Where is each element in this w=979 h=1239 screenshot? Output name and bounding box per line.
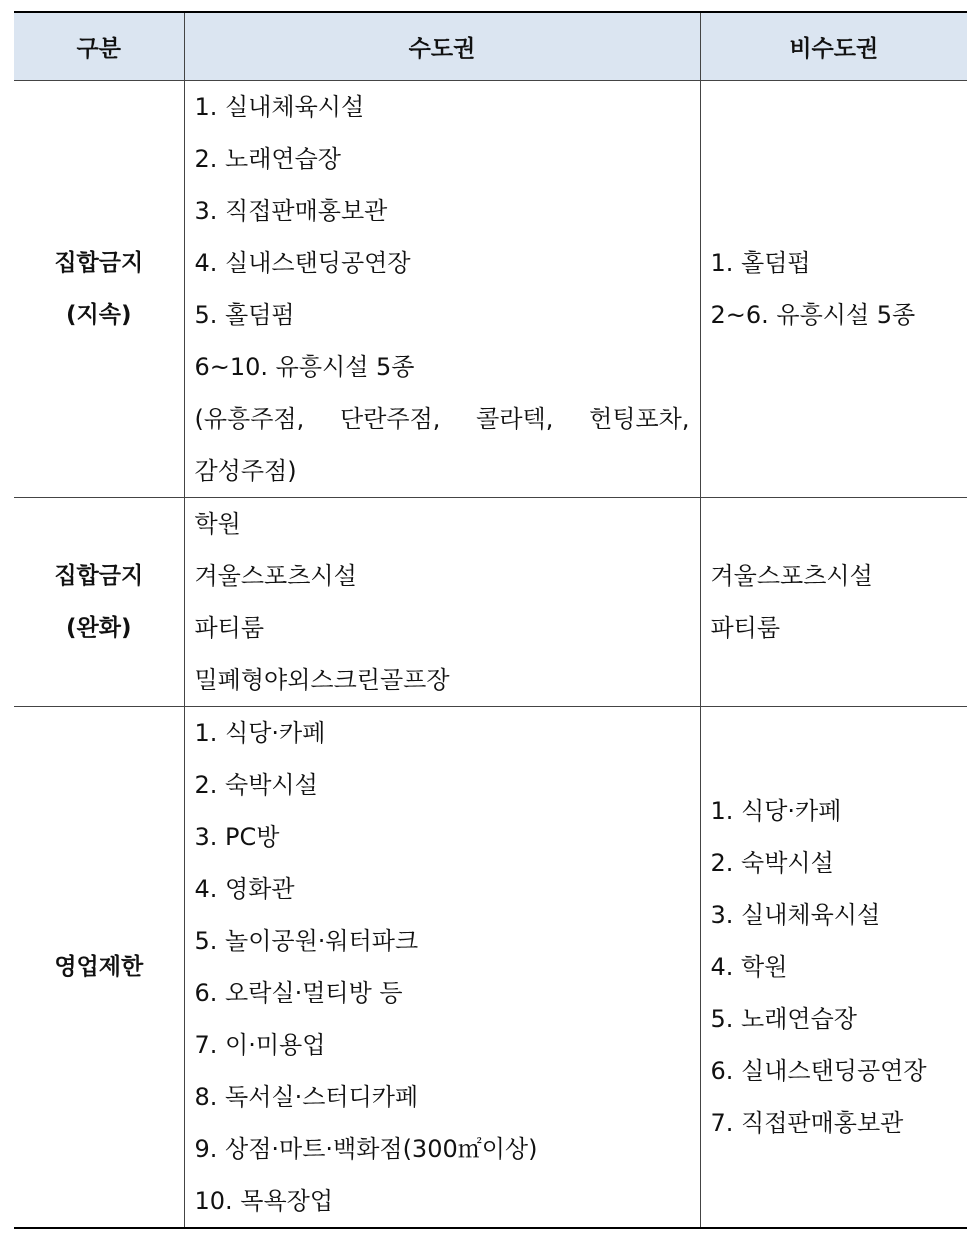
list-item: 2. 숙박시설 (710, 849, 834, 877)
list-item: 3. PC방 (194, 823, 280, 851)
list-item: 10. 목욕장업 (194, 1187, 334, 1215)
list-item: 감성주점) (194, 457, 297, 485)
list-item: (유흥주점, 단란주점, 콜라텍, 헌팅포차, (194, 405, 690, 433)
list-item: 9. 상점·마트·백화점(300㎡이상) (194, 1135, 538, 1163)
list-item: 2~6. 유흥시설 5종 (710, 301, 916, 329)
capital-cell (184, 498, 700, 707)
row-label-line: (지속) (66, 302, 132, 328)
list-item: 6~10. 유흥시설 5종 (194, 353, 415, 381)
capital-cell (184, 81, 700, 498)
row-label-line: 집합금지 (54, 250, 144, 276)
row-label-line: 영업제한 (54, 954, 144, 980)
row-label (14, 707, 184, 1229)
row-label-line: 집합금지 (54, 563, 144, 589)
list-item: 5. 놀이공원·워터파크 (194, 927, 419, 955)
list-item: 파티룸 (194, 614, 265, 642)
list-item: 6. 오락실·멀티방 등 (194, 979, 403, 1007)
header-non-capital: 비수도권 (700, 12, 967, 81)
restriction-table (14, 11, 967, 1229)
list-item: 4. 학원 (710, 953, 788, 981)
row-label-line: (완화) (66, 615, 132, 641)
list-item: 겨울스포츠시설 (710, 562, 873, 590)
list-item: 2. 숙박시설 (194, 771, 318, 799)
list-item: 5. 홀덤펌 (194, 301, 295, 329)
list-item: 파티룸 (710, 614, 781, 642)
non-capital-cell (700, 81, 967, 498)
list-item: 1. 실내체육시설 (194, 93, 365, 121)
non-capital-cell (700, 498, 967, 707)
table-row (14, 81, 967, 498)
list-item: 1. 식당·카페 (710, 797, 842, 825)
header-category: 구분 (14, 12, 184, 81)
table-row (14, 707, 967, 1229)
header-capital: 수도권 (184, 12, 700, 81)
row-label (14, 81, 184, 498)
list-item: 6. 실내스탠딩공연장 (710, 1057, 927, 1085)
list-item: 1. 식당·카페 (194, 719, 326, 747)
row-label (14, 498, 184, 707)
list-item: 2. 노래연습장 (194, 145, 341, 173)
list-item: 7. 이·미용업 (194, 1031, 326, 1059)
list-item: 5. 노래연습장 (710, 1005, 857, 1033)
list-item: 3. 실내체육시설 (710, 901, 881, 929)
capital-cell (184, 707, 700, 1229)
list-item: 3. 직접판매홍보관 (194, 197, 388, 225)
table-row (14, 498, 967, 707)
header-row (14, 12, 967, 81)
list-item: 4. 영화관 (194, 875, 295, 903)
list-item: 8. 독서실·스터디카페 (194, 1083, 419, 1111)
list-item: 학원 (194, 510, 241, 538)
list-item: 7. 직접판매홍보관 (710, 1109, 904, 1137)
list-item: 1. 홀덤펍 (710, 249, 811, 277)
list-item: 밀폐형야외스크린골프장 (194, 666, 450, 694)
non-capital-cell (700, 707, 967, 1229)
list-item: 4. 실내스탠딩공연장 (194, 249, 411, 277)
list-item: 겨울스포츠시설 (194, 562, 357, 590)
